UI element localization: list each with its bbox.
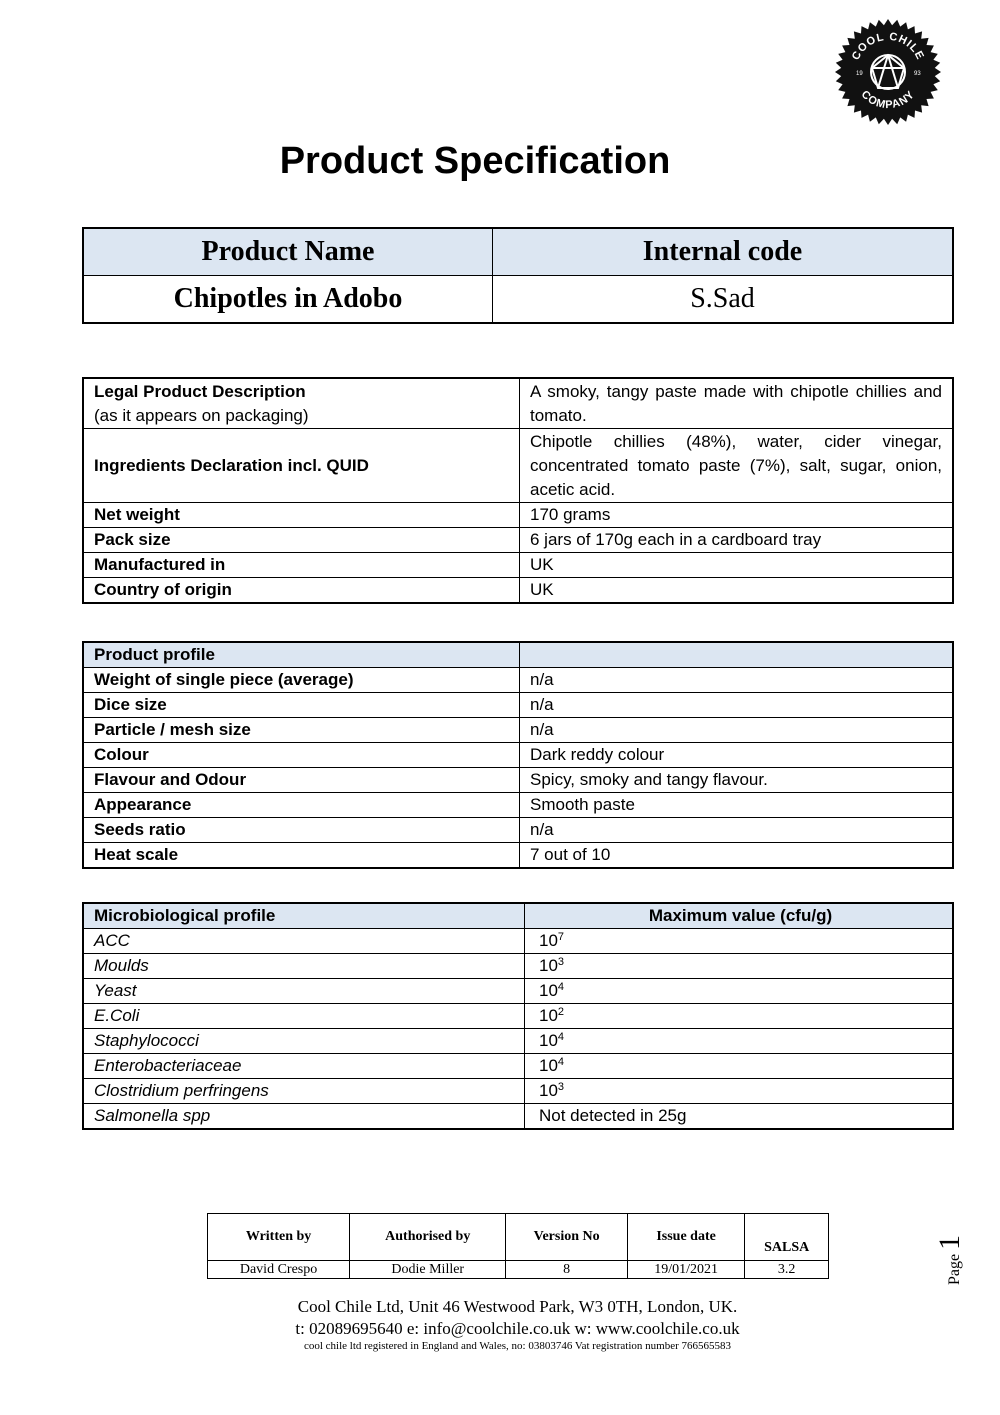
- organism-label: Moulds: [83, 954, 525, 979]
- max-value: [525, 979, 954, 1004]
- table-row-label: Appearance: [83, 793, 520, 818]
- product-name-header: Product Name: [83, 228, 493, 276]
- legal-info-table: [82, 377, 954, 604]
- max-value: [525, 1054, 954, 1079]
- table-row-label: Flavour and Odour: [83, 768, 520, 793]
- table-row-value: n/a: [520, 818, 954, 843]
- net-weight-label: Net weight: [83, 503, 520, 528]
- product-profile-header: Product profile: [83, 642, 520, 668]
- table-row-label: Colour: [83, 743, 520, 768]
- max-value: [525, 954, 954, 979]
- max-value-base: 10: [539, 1056, 558, 1075]
- max-value: [525, 1029, 954, 1054]
- product-name-value: Chipotles in Adobo: [83, 276, 493, 324]
- organism-label: Enterobacteriaceae: [83, 1054, 525, 1079]
- salsa-header: SALSA: [745, 1214, 829, 1261]
- max-value-exponent: 4: [557, 1031, 565, 1043]
- max-value-base: 10: [539, 981, 558, 1000]
- organism-label: ACC: [83, 929, 525, 954]
- manufactured-in-value: UK: [520, 553, 954, 578]
- table-row-label: Seeds ratio: [83, 818, 520, 843]
- legal-description-title: Legal Product Description: [94, 381, 306, 401]
- written-by-value: David Crespo: [208, 1261, 350, 1279]
- country-of-origin-label: Country of origin: [83, 578, 520, 604]
- footer-registration: cool chile ltd registered in England and Wales, no: 03803746 Vat registration number 766565583: [303, 1340, 731, 1352]
- max-value: [525, 1104, 954, 1130]
- max-value-exponent: 3: [557, 956, 565, 968]
- max-value: [525, 1004, 954, 1029]
- svg-text:19: 19: [856, 71, 863, 77]
- page-number-value: 1: [933, 1234, 966, 1250]
- table-row-label: Dice size: [83, 693, 520, 718]
- authorised-by-value: Dodie Miller: [350, 1261, 506, 1279]
- table-row-value: n/a: [520, 693, 954, 718]
- table-row-value: Dark reddy colour: [520, 743, 954, 768]
- salsa-value: 3.2: [745, 1261, 829, 1279]
- table-row-label: Particle / mesh size: [83, 718, 520, 743]
- max-value-base: 10: [539, 1031, 558, 1050]
- max-value-base: 10: [539, 1081, 558, 1100]
- table-row-label: Heat scale: [83, 843, 520, 869]
- svg-text:93: 93: [914, 71, 921, 77]
- max-value-base: 10: [539, 931, 558, 950]
- version-header: Version No: [506, 1214, 627, 1261]
- max-value: [525, 1079, 954, 1104]
- ingredients-label: Ingredients Declaration incl. QUID: [83, 429, 520, 503]
- product-profile-table: [82, 641, 954, 869]
- max-value-exponent: 7: [557, 931, 565, 943]
- organism-label: Staphylococci: [83, 1029, 525, 1054]
- table-row-value: 7 out of 10: [520, 843, 954, 869]
- organism-label: E.Coli: [83, 1004, 525, 1029]
- issue-date-value: 19/01/2021: [627, 1261, 744, 1279]
- max-value-exponent: 4: [557, 981, 565, 993]
- max-value-exponent: 3: [557, 1081, 565, 1093]
- product-identity-table: [82, 227, 954, 324]
- max-value-base: Not detected in 25g: [539, 1106, 687, 1125]
- organism-label: Yeast: [83, 979, 525, 1004]
- organism-label: Clostridium perfringens: [83, 1079, 525, 1104]
- written-by-header: Written by: [208, 1214, 350, 1261]
- net-weight-value: 170 grams: [520, 503, 954, 528]
- manufactured-in-label: Manufactured in: [83, 553, 520, 578]
- footer-contact: t: 02089695640 e: info@coolchile.co.uk w: www.coolchile.co.uk: [295, 1319, 740, 1338]
- table-row-value: n/a: [520, 718, 954, 743]
- max-value-base: 10: [539, 956, 558, 975]
- microbiological-profile-table: [82, 902, 954, 1130]
- table-row-value: Spicy, smoky and tangy flavour.: [520, 768, 954, 793]
- table-row-value: n/a: [520, 668, 954, 693]
- internal-code-header: Internal code: [493, 228, 954, 276]
- internal-code-value: S.Sad: [493, 276, 954, 324]
- pack-size-label: Pack size: [83, 528, 520, 553]
- product-profile-header-blank: [520, 642, 954, 668]
- legal-description-label: [83, 378, 520, 429]
- svg-text:COMPANY: COMPANY: [858, 88, 918, 112]
- page-label: Page: [946, 1253, 963, 1286]
- footer-address: Cool Chile Ltd, Unit 46 Westwood Park, W3 0TH, London, UK.: [297, 1297, 738, 1316]
- max-value-exponent: 4: [557, 1056, 565, 1068]
- page-number: [915, 1225, 985, 1295]
- max-value-exponent: 2: [557, 1006, 565, 1018]
- issue-date-header: Issue date: [627, 1214, 744, 1261]
- svg-text:COOL CHILE: COOL CHILE: [849, 30, 927, 63]
- micro-header-label: Microbiological profile: [83, 903, 525, 929]
- legal-description-value: A smoky, tangy paste made with chipotle chillies and tomato.: [520, 378, 954, 429]
- authorised-by-header: Authorised by: [350, 1214, 506, 1261]
- page-title: Product Specification: [279, 140, 671, 182]
- table-row-value: Smooth paste: [520, 793, 954, 818]
- max-value-base: 10: [539, 1006, 558, 1025]
- document-control-table: [207, 1213, 829, 1279]
- cool-chile-company-logo: [834, 18, 942, 126]
- pack-size-value: 6 jars of 170g each in a cardboard tray: [520, 528, 954, 553]
- organism-label: Salmonella spp: [83, 1104, 525, 1130]
- country-of-origin-value: UK: [520, 578, 954, 604]
- table-row-label: Weight of single piece (average): [83, 668, 520, 693]
- ingredients-value: Chipotle chillies (48%), water, cider vinegar, concentrated tomato paste (7%), salt, sugar, onion, acetic acid.: [520, 429, 954, 503]
- max-value: [525, 929, 954, 954]
- version-value: 8: [506, 1261, 627, 1279]
- legal-description-sublabel: (as it appears on packaging): [94, 405, 309, 425]
- micro-header-value: Maximum value (cfu/g): [525, 903, 954, 929]
